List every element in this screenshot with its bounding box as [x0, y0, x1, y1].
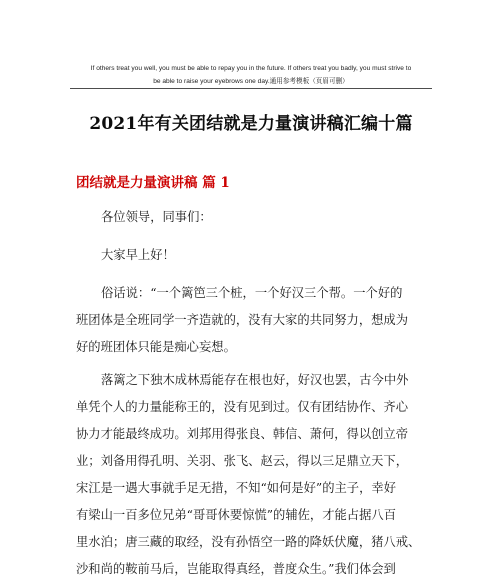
greeting: 大家早上好！ [101, 248, 175, 262]
header-line-1: If others treat you well, you must be able to repay you in the future. If others treat you badly, you must strive to [90, 65, 412, 72]
paragraph-1-line: 班团体是全班同学一齐造就的，没有大家的共同努力，想成为 [76, 313, 409, 327]
paragraph-1 [76, 280, 428, 361]
salutation-paragraph [76, 204, 428, 231]
salutation: 各位领导，同事们： [101, 210, 212, 224]
paragraph-2 [76, 367, 428, 583]
greeting-paragraph [76, 242, 428, 269]
paragraph-1-line: 好的班团体只能是痴心妄想。 [76, 340, 236, 354]
paragraph-2-line: 沙和尚的鞍前马后，岂能取得真经，普度众生。”我们体会到 [76, 562, 396, 576]
section-title-suffix: 篇 1 [202, 175, 230, 191]
paragraph-2-line: 协力才能最终成功。刘邦用得张良、韩信、萧何，得以创立帝 [76, 427, 409, 441]
paragraph-2-line: 宋江是一遇大事就手足无措，不知“如何是好”的主子，幸好 [76, 481, 396, 495]
section-title-main: 团结就是力量演讲稿 [76, 175, 198, 191]
paragraph-2-line: 落篱之下独木成林焉能存在根也好，好汉也罢，古今中外 [101, 373, 409, 387]
paragraph-2-line: 单凭个人的力量能称王的，没有见到过。仅有团结协作、齐心 [76, 400, 409, 414]
header-line-2: be able to raise your eyebrows one day.通用参考模板（页眉可删） [153, 78, 349, 85]
section-title [76, 173, 230, 193]
paragraph-2-line: 里水泊；唐三藏的取经，没有孙悟空一路的降妖伏魔，猪八戒、 [76, 535, 421, 549]
document-title: 2021年有关团结就是力量演讲稿汇编十篇 [89, 114, 413, 134]
header-divider [70, 88, 432, 89]
page-header [70, 62, 432, 88]
paragraph-1-line: 俗话说：“一个篱笆三个桩，一个好汉三个帮。一个好的 [101, 286, 403, 300]
paragraph-2-line: 业；刘备用得孔明、关羽、张飞、赵云，得以三足鼎立天下， [76, 454, 409, 468]
paragraph-2-line: 有梁山一百多位兄弟“哥哥休要惊慌”的辅佐，才能占据八百 [76, 508, 396, 522]
